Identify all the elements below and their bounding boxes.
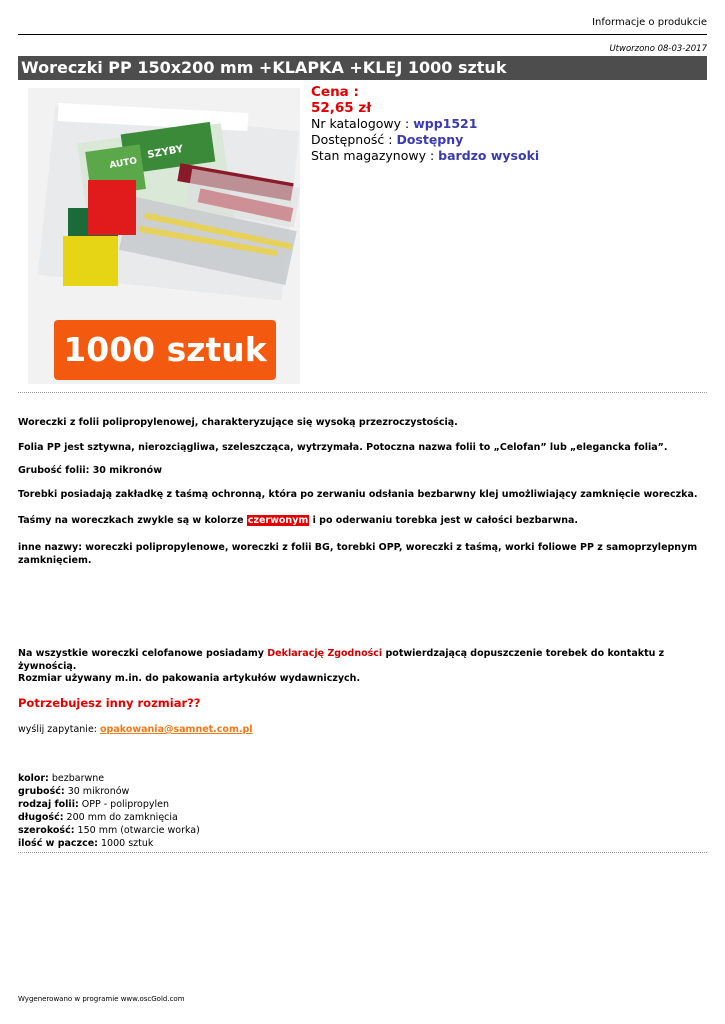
spec-row [18,785,200,798]
section-label: Informacje o produkcie [592,17,707,28]
spec-value: 1000 sztuk [101,838,154,849]
spec-value: bezbarwne [51,773,105,784]
desc-p5-before: Taśmy na woreczkach zwykle są w kolorze [18,515,247,526]
stock-value: bardzo wysoki [438,148,540,163]
product-info [311,84,539,164]
inquiry-email-link[interactable]: opakowania@samnet.com.pl [100,724,253,735]
desc-p2: Folia PP jest sztywna, nierozciągliwa, szeleszcząca, wytrzymała. Potoczna nazwa folii to „Celofan” lub „elegancka folia”. [18,442,668,453]
declaration-link[interactable]: Deklarację Zgodności [267,648,383,659]
inquiry-label: wyślij zapytanie: [18,724,97,735]
spec-value: 150 mm (otwarcie worka) [77,825,200,836]
catalog-row [311,116,539,132]
spec-list [18,772,200,850]
stock-label: Stan magazynowy : [311,148,435,163]
spec-label: szerokość: [18,825,75,836]
desc-p7 [18,647,708,673]
footer-text: Wygenerowano w programie www.oscGold.com [18,995,185,1003]
spec-label: kolor: [18,773,49,784]
desc-p1: Woreczki z folii polipropylenowej, charakteryzujące się wysoką przezroczystością. [18,417,458,428]
product-title: Woreczki PP 150x200 mm +KLAPKA +KLEJ 1000 sztuk [18,56,707,80]
catalog-number: wpp1521 [413,116,478,131]
desc-p7-after: potwierdzającą dopuszczenie torebek do kontaktu z żywnością. [18,648,665,672]
divider-bottom [18,852,707,853]
desc-p5-highlight: czerwonym [247,515,309,526]
desc-p7-before: Na wszystkie woreczki celofanowe posiadamy [18,648,268,659]
spec-label: grubość: [18,786,65,797]
divider-top [18,392,707,393]
spec-value: 200 mm do zamknięcia [66,812,178,823]
header-divider [18,34,707,35]
spec-label: długość: [18,812,64,823]
desc-p8: Rozmiar używany m.in. do pakowania artykułów wydawniczych. [18,673,361,684]
inquiry-row [18,723,708,736]
spec-row [18,824,200,837]
spec-row [18,837,200,850]
price-label: Cena : [311,84,359,100]
price-value: 52,65 zł [311,100,372,116]
image-label-szyby: SZYBY [146,143,184,161]
spec-row [18,798,200,811]
availability-value: Dostępny [396,132,464,147]
image-label-auto: AUTO [108,156,138,171]
desc-p4: Torebki posiadają zakładkę z taśmą ochronną, która po zerwaniu odsłania bezbarwny klej umożliwiający zamknięcie woreczka. [18,489,698,500]
spec-row [18,811,200,824]
desc-p6: inne nazwy: woreczki polipropylenowe, woreczki z folii BG, torebki OPP, woreczki z taśmą, worki foliowe PP z samoprzylepnym zamknięciem. [18,542,698,566]
catalog-label: Nr katalogowy : [311,116,410,131]
quantity-badge: 1000 sztuk [54,320,276,380]
spec-label: rodzaj folii: [18,799,79,810]
other-size-heading: Potrzebujesz inny rozmiar?? [18,696,201,710]
spec-label: ilość w paczce: [18,838,98,849]
product-image [28,88,300,384]
desc-p5-after: i po oderwaniu torebka jest w całości bezbarwna. [309,515,579,526]
created-date: Utworzono 08-03-2017 [609,44,707,54]
desc-p3: Grubość folii: 30 mikronów [18,465,162,476]
spec-value: 30 mikronów [67,786,130,797]
availability-row [311,132,539,148]
availability-label: Dostępność : [311,132,393,147]
desc-p5 [18,514,708,527]
stock-row [311,148,539,164]
spec-value: OPP - polipropylen [81,799,170,810]
spec-row [18,772,200,785]
